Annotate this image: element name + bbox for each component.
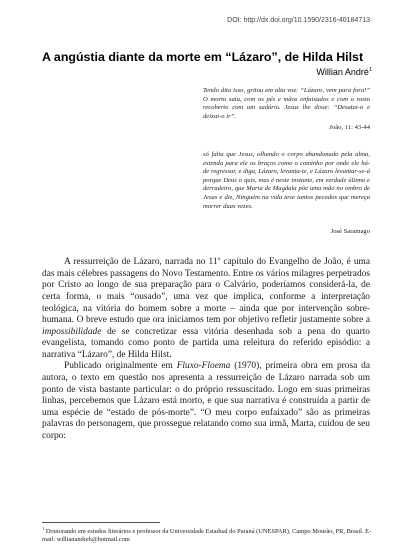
epigraph-john-citation: João, 11: 43-44 (329, 124, 370, 131)
paragraph-1-part-3: de se concretizar essa vitória desenhada sob a pena do quarto evangelista, tomando como ponto de partida uma releitura do referido episódio: a narrativa “Lázaro”, de Hilda Hilst. (42, 326, 370, 360)
footnote-marker: 1 (42, 526, 45, 531)
paragraph-1-emphasis: impossibilidade (42, 326, 102, 337)
epigraph-john: Tendo dito isso, gritou em alta voz: “Lázaro, vem para fora!” O morto saiu, com os pés e mãos enfaixados e com o rosto recoberto com um sudário. Jesus lhe disse: “Desatai-o e deixai-o ir”. (203, 87, 370, 120)
author-name (316, 67, 372, 77)
ordinal-marker: o (217, 256, 221, 262)
footnote (42, 525, 372, 544)
article-title: A angústia diante da morte em “Lázaro”, de Hilda Hilst (42, 50, 364, 64)
paragraph-2-part-1: Publicado originalmente em (64, 361, 177, 372)
epigraph-saramago: só falta que Jesus, olhando o corpo abandonado pela alma, estenda para ele os braços como o caminho por onde ele há-de regressar, e diga, Lázaro, levanta-te, e Lázaro levantar-se-á porque Deus o quis, mas é neste instante, em verdade último e derradeiro, que Maria de Magdala põe uma mão no ombro de Jesus e diz, Ninguém na vida teve tantos pecados que mereça morrer duas vezes. (203, 151, 370, 210)
paragraph-2 (42, 361, 370, 442)
author-footnote-marker[interactable]: 1 (368, 67, 372, 73)
paragraph-1-part-1: A ressurreição de Lázaro, narrada no 11 (64, 257, 218, 268)
article-body (42, 254, 370, 443)
doi-link[interactable]: DOI: http://dx.doi.org/10.1590/2316-40184713 (227, 17, 370, 24)
paragraph-1 (42, 254, 370, 361)
paragraph-2-emphasis: Fluxo-Floema (176, 361, 231, 372)
footnote-text: Doutorando em estudos literários e professor da Universidade Estadual do Paraná (UNESPAR), Campo Mourão, PR, Brasil. E-mail: willianandreh@hotmail.com (42, 528, 372, 544)
paragraph-2-part-2: (1970), primeira obra em prosa da autora, o texto em questão nos apresenta a ressurreição de Lázaro narrada sob um ponto de vista bastante particular: o do próprio ressuscitado. Logo em suas primeiras linhas, percebemos que Lázaro está morto, e que sua narrativa é construída a partir de uma espécie de “estado de pós-morte”. “O meu corpo enfaixado” são as primeiras palavras do personagem, que prossegue relatando como sua irmã, Marta, cuidou de seu corpo: (42, 361, 371, 442)
footnote-divider (42, 522, 160, 523)
paragraph-1-part-2: capítulo do Evangelho de João, é uma das mais célebres passagens do Novo Testamento. Entre os vários milagres perpetrados por Cristo ao longo de sua preparação para o Calvário, poderíamos considerá-la, de certa forma, o mais “ousado”, uma vez que implica, conforme a interpretação teológica, na vitória do homem sobre a morte – ainda que por intervenção sobre-humana. O breve estudo que ora iniciamos tem por objetivo refletir justamente sobre a (42, 257, 371, 326)
author-label: Willian André (316, 67, 369, 77)
epigraph-saramago-citation: José Saramago (330, 228, 370, 235)
